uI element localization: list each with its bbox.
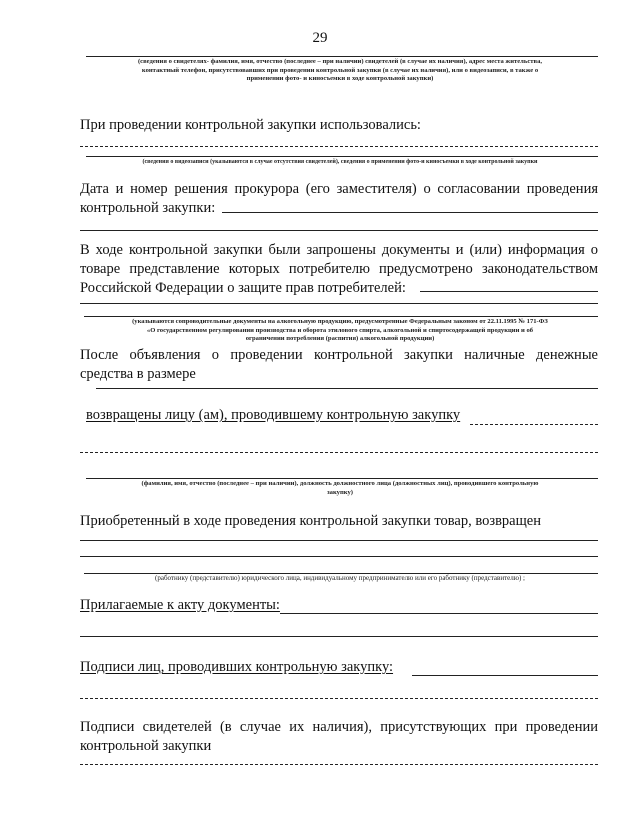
form-line [80,146,598,147]
official-note [80,480,600,497]
form-line [470,424,598,425]
form-line [80,636,598,637]
official-note-line-1: (фамилия, имя, отчество (последнее – при наличии), должность должностного лица (должностных лиц), проводившего контрольную [141,480,539,487]
form-line [420,291,598,292]
documents-line-3: Российской Федерации о защите прав потребителей: [80,280,406,296]
form-line [84,316,598,317]
prosecutor-line-2: контрольной закупки: [80,200,216,216]
witness-note-line-3: применении фото- и киносъемки в ходе контрольной закупки) [246,75,434,82]
documents-line-1: В ходе контрольной закупки были запрошены документы и (или) информация о [80,242,598,258]
witness-sign-paragraph [80,718,598,756]
prosecutor-line-1: Дата и номер решения прокурора (его заместителя) о согласовании проведения [80,181,598,197]
cash-line-2: средства в размере [80,366,196,382]
returned-text: возвращены лицу (ам), проводившему контрольную закупку [86,407,461,423]
witness-note [80,58,600,84]
form-line [80,764,598,765]
goods-note: (работнику (представителю) юридического лица, индивидуальному предпринимателю или его работнику (представителю) ; [155,574,525,582]
form-line [86,56,598,57]
cash-paragraph [80,346,598,384]
documents-line-2: товаре представление которых потребителю предусмотрено законодательством [80,261,598,277]
form-line [86,478,598,479]
page-number: 29 [312,30,328,46]
cash-line-1: После объявления о проведении контрольной закупки наличные денежные [80,347,598,363]
used-heading: При проведении контрольной закупки использовались: [80,117,421,133]
form-line [280,613,598,614]
used-note: (сведения о видеозаписи (указываются в случае отсутствия свидетелей), сведения о применении фото-и киносъемки в ходе контрольной закупки [142,159,538,165]
witness-note-line-2: контактный телефон, присутствовавших при проведении контрольной закупки (в случае их наличия), или о видеозаписи, в также о [141,66,539,74]
form-line [86,156,598,157]
form-line [80,540,598,541]
official-note-line-2: закупку) [327,488,353,496]
witness-note-line-1: (сведения о свидетелях- фамилия, имя, отчество (последнее – при наличии) свидетелей (в случае их наличия), адрес места жительства, [137,58,543,65]
documents-paragraph [80,241,598,298]
form-line [80,452,598,453]
witness-sign-line-1: Подписи свидетелей (в случае их наличия), присутствующих при проведении [80,719,598,735]
attached-text: Прилагаемые к акту документы: [80,597,280,613]
documents-note [80,318,600,344]
form-line [80,556,598,557]
witness-sign-line-2: контрольной закупки [80,738,212,754]
form-line [80,230,598,231]
form-line [412,675,598,676]
form-line [96,388,598,389]
documents-note-line-2: «О государственном регулировании производства и оборота этилового спирта, алкогольной и спиртосодержащей продукции и об [146,326,534,334]
goods-text: Приобретенный в ходе проведения контрольной закупки товар, возвращен [80,513,541,529]
form-line [80,698,598,699]
signatures-text: Подписи лиц, проводивших контрольную закупку: [80,659,394,675]
documents-note-line-1: (указываются сопроводительные документы на алкогольную продукцию, предусмотренные Федеральным законом от 22.11.1995 № 171-ФЗ [132,318,548,325]
form-line [222,212,598,213]
form-line [80,303,598,304]
documents-note-line-3: ограничении потребления (распития) алкогольной продукции) [245,335,435,342]
